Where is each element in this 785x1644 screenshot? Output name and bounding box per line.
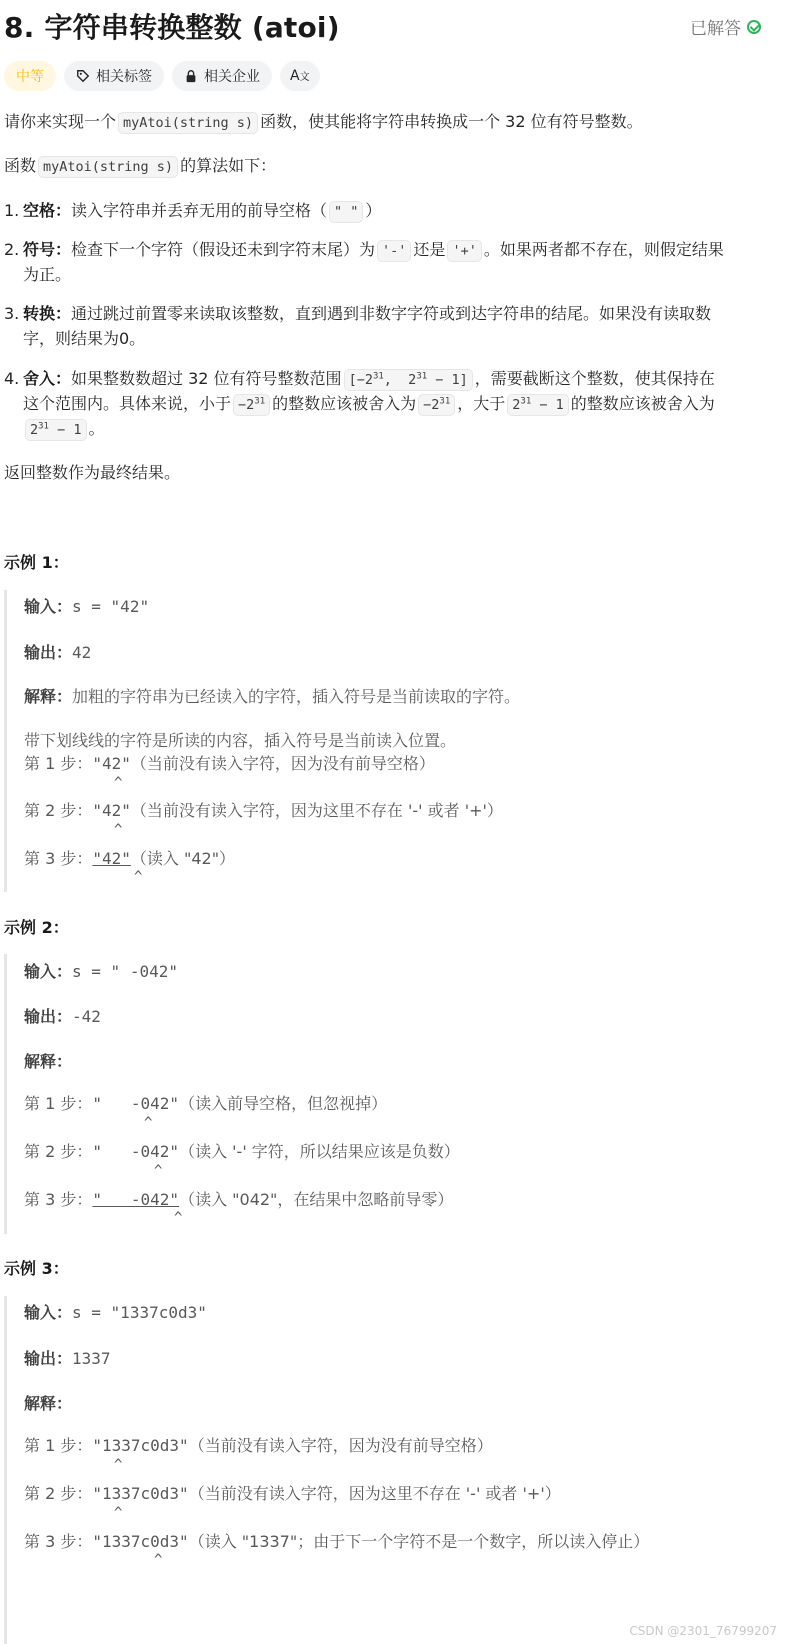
solved-label: 已解答 xyxy=(690,19,741,39)
example-step: 第 2 步："1337c0d3"（当前没有读入字符，因为这里不存在 '-' 或者 '+'） xyxy=(24,1484,561,1503)
caret: ^ xyxy=(174,1210,183,1226)
example-title: 示例 3： xyxy=(4,1259,69,1278)
example-title: 示例 2： xyxy=(4,918,69,937)
description-end: 返回整数作为最终结果。 xyxy=(4,463,181,482)
caret: ^ xyxy=(114,775,123,791)
tag-bar xyxy=(4,61,320,91)
example-input: 输入：s = "42" xyxy=(24,597,150,616)
example-border xyxy=(4,590,7,892)
list-item: 4. 舍入：如果整数数超过 32 位有符号整数范围 [$-2^{31}$, $2^{31} - 1$] ，需要截断这个整数，使其保持在这个范围内。具体来说，小于 $-2^{31}$ 的整数应该被舍入为 $-2^{31}$ ，大于 $2^{31} - 1$ 的整数应该被舍入为$2^{31} - 1$ 。 xyxy=(4,366,725,441)
caret: ^ xyxy=(114,1457,123,1473)
example-step: 第 1 步："42"（当前没有读入字符，因为没有前导空格） xyxy=(24,754,435,773)
example-step: 第 1 步：" -042"（读入前导空格，但忽视掉） xyxy=(24,1094,388,1113)
caret: ^ xyxy=(154,1163,163,1179)
check-circle-icon xyxy=(747,20,761,34)
example-output: 输出：1337 xyxy=(24,1349,111,1368)
example-step: 第 2 步："42"（当前没有读入字符，因为这里不存在 '-' 或者 '+'） xyxy=(24,801,503,820)
caret: ^ xyxy=(114,822,123,838)
example-border xyxy=(4,954,7,1234)
example-input: 输入：s = " -042" xyxy=(24,962,178,981)
inline-code: myAtoi(string s) xyxy=(38,156,178,178)
lock-icon xyxy=(184,69,198,83)
related-companies-tag[interactable]: 相关企业 xyxy=(172,61,272,91)
tag-icon xyxy=(76,69,90,83)
example-step: 第 2 步：" -042"（读入 '-' 字符，所以结果应该是负数） xyxy=(24,1142,460,1161)
inline-code: myAtoi(string s) xyxy=(118,112,258,134)
caret: ^ xyxy=(114,1505,123,1521)
caret: ^ xyxy=(144,1115,153,1131)
example-step: 第 3 步："42"（读入 "42"） xyxy=(24,849,236,868)
solved-status xyxy=(690,14,761,39)
description-p1: 请你来实现一个 myAtoi(string s) 函数，使其能将字符串转换成一个 32 位有符号整数。 xyxy=(4,109,643,135)
description-p2: 函数 myAtoi(string s) 的算法如下： xyxy=(4,153,276,179)
watermark: CSDN @2301_76799207 xyxy=(629,1624,777,1638)
translate-tag[interactable] xyxy=(280,61,320,91)
related-topics-tag[interactable]: 相关标签 xyxy=(64,61,164,91)
example-output: 输出：42 xyxy=(24,643,92,662)
list-item: 3. 转换：通过跳过前置零来读取该整数，直到遇到非数字字符或到达字符串的结尾。如果没有读取数字，则结果为0。 xyxy=(4,304,712,348)
difficulty-tag[interactable]: 中等 xyxy=(4,61,56,91)
caret: ^ xyxy=(134,869,143,885)
example-note: 带下划线线的字符是所读的内容，插入符号是当前读入位置。 xyxy=(24,731,457,750)
example-step: 第 3 步：" -042"（读入 "042"，在结果中忽略前导零） xyxy=(24,1190,454,1209)
example-explain: 解释：加粗的字符串为已经读入的字符，插入符号是当前读取的字符。 xyxy=(24,687,521,706)
example-explain: 解释： xyxy=(24,1052,73,1071)
list-item: 1. 空格：读入字符串并丢弃无用的前导空格（ " " ） xyxy=(4,198,725,223)
problem-title: 8. 字符串转换整数 (atoi) xyxy=(4,11,340,44)
example-output: 输出：-42 xyxy=(24,1007,101,1026)
example-title: 示例 1： xyxy=(4,553,69,572)
example-explain: 解释： xyxy=(24,1394,73,1413)
example-step: 第 1 步："1337c0d3"（当前没有读入字符，因为没有前导空格） xyxy=(24,1436,493,1455)
translate-icon: A文 xyxy=(290,68,310,84)
example-input: 输入：s = "1337c0d3" xyxy=(24,1303,207,1322)
example-step: 第 3 步："1337c0d3"（读入 "1337"；由于下一个字符不是一个数字，所以读入停止） xyxy=(24,1532,650,1551)
example-border xyxy=(4,1296,7,1644)
list-item: 2. 符号：检查下一个字符（假设还未到字符末尾）为 '-' 还是 '+' 。如果两者都不存在，则假定结果为正。 xyxy=(4,240,724,284)
caret: ^ xyxy=(154,1552,163,1568)
